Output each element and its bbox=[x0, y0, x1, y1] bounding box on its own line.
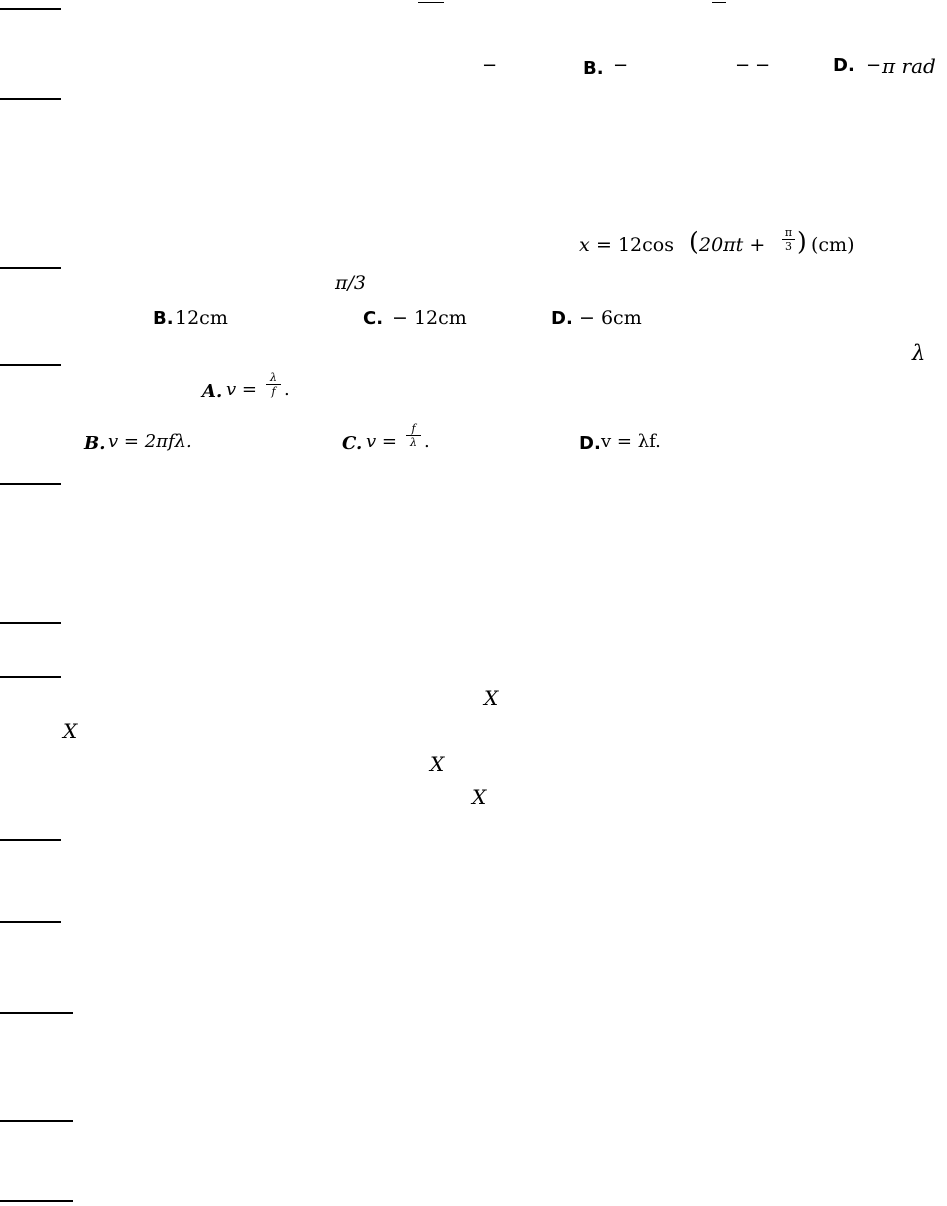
minus-sign: − bbox=[613, 55, 629, 76]
equation-inner: 20πt + bbox=[699, 234, 766, 256]
x-symbol: X bbox=[472, 785, 487, 809]
option-b-value: v = 2πfλ. bbox=[108, 431, 192, 452]
option-d-label: D. bbox=[833, 55, 855, 76]
question-rule bbox=[0, 267, 61, 269]
equation-unit: (cm) bbox=[811, 234, 855, 256]
option-d-value: − 6cm bbox=[579, 307, 642, 329]
x-symbol: X bbox=[430, 752, 445, 776]
question-rule bbox=[0, 1012, 73, 1014]
question-rule bbox=[0, 1120, 73, 1122]
option-d-value: v = λf. bbox=[601, 431, 661, 452]
equation-fraction bbox=[782, 227, 795, 252]
option-c-label: C. bbox=[342, 433, 363, 454]
x-symbol: X bbox=[484, 686, 499, 710]
fraction-bar-fragment bbox=[418, 2, 444, 3]
minus-sign: − bbox=[482, 55, 498, 76]
option-c-prefix: v = bbox=[366, 431, 397, 452]
option-b-label: B. bbox=[153, 308, 174, 329]
option-d-label: D. bbox=[579, 433, 601, 454]
option-c-value: − 12cm bbox=[392, 307, 467, 329]
option-d-value: π rad bbox=[882, 54, 936, 78]
phase-value: π/3 bbox=[335, 272, 366, 294]
option-a-fraction bbox=[266, 372, 281, 397]
option-d-label: D. bbox=[551, 308, 573, 329]
lambda-symbol: λ bbox=[912, 341, 926, 365]
question-rule bbox=[0, 364, 61, 366]
option-c-suffix: . bbox=[424, 431, 430, 452]
fraction-denominator: 3 bbox=[785, 240, 792, 253]
question-rule bbox=[0, 839, 61, 841]
question-rule bbox=[0, 8, 61, 10]
equation-paren-left: ( bbox=[689, 227, 699, 256]
question-rule bbox=[0, 676, 61, 678]
option-a-label: A. bbox=[202, 381, 223, 402]
equation-main: = 12cos bbox=[596, 234, 674, 256]
question-rule bbox=[0, 483, 61, 485]
fraction-numerator: π bbox=[784, 226, 793, 239]
option-b-label: B. bbox=[583, 58, 604, 79]
minus-sign: − bbox=[866, 55, 882, 76]
minus-sign: − bbox=[755, 55, 771, 76]
option-a-suffix: . bbox=[284, 379, 290, 400]
equation-variable: x bbox=[579, 234, 590, 256]
minus-sign: − bbox=[735, 55, 751, 76]
fraction-bar-fragment bbox=[712, 2, 726, 3]
option-c-label: C. bbox=[363, 308, 384, 329]
fraction-numerator: f bbox=[411, 422, 416, 435]
option-b-label: B. bbox=[84, 433, 106, 454]
fraction-denominator: λ bbox=[410, 436, 417, 449]
equation-paren-right: ) bbox=[797, 227, 807, 256]
fraction-numerator: λ bbox=[270, 371, 277, 384]
x-symbol: X bbox=[63, 719, 78, 743]
question-rule bbox=[0, 921, 61, 923]
question-rule bbox=[0, 1200, 73, 1202]
question-rule bbox=[0, 622, 61, 624]
option-a-prefix: v = bbox=[226, 379, 257, 400]
option-c-fraction bbox=[406, 423, 421, 448]
question-rule bbox=[0, 98, 61, 100]
fraction-denominator: f bbox=[271, 385, 276, 398]
option-b-value: 12cm bbox=[175, 307, 228, 329]
